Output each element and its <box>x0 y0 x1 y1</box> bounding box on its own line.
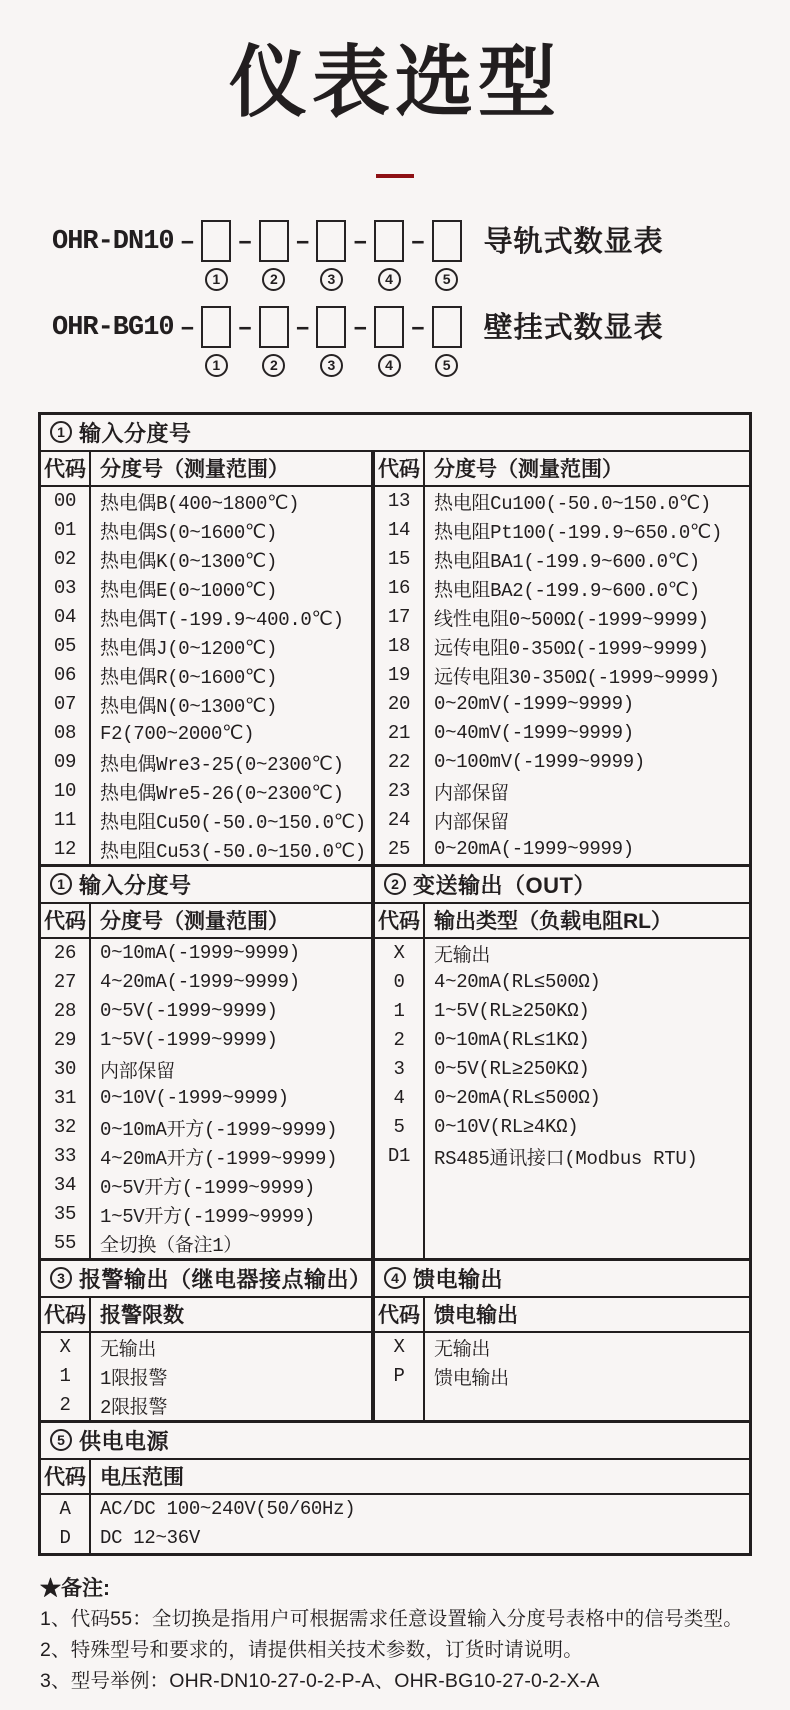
table-row <box>375 719 749 748</box>
table-row <box>41 806 371 835</box>
code-cell: 28 <box>41 997 91 1026</box>
table-row <box>41 516 371 545</box>
desc-cell: 热电偶R(0~1600℃) <box>100 666 278 689</box>
model-slot <box>432 306 462 377</box>
code-cell: 06 <box>41 661 91 690</box>
code-cell: D1 <box>375 1142 425 1171</box>
desc-cell: 热电偶J(0~1200℃) <box>100 637 278 660</box>
desc-cell: 无输出 <box>434 944 491 967</box>
code-cell: 1 <box>375 997 425 1026</box>
desc-cell: 0~10V(-1999~9999) <box>100 1087 289 1110</box>
desc-cell: 0~20mA(-1999~9999) <box>434 838 634 861</box>
code-cell: 22 <box>375 748 425 777</box>
table-row <box>41 719 371 748</box>
column-header-row <box>41 452 371 487</box>
table-row <box>41 1171 371 1200</box>
table-row <box>41 545 371 574</box>
code-cell: 2 <box>375 1026 425 1055</box>
code-cell: 4 <box>375 1084 425 1113</box>
desc-cell: 热电偶K(0~1300℃) <box>100 550 278 573</box>
model-placeholder-box <box>259 306 289 348</box>
desc-cell: 0~100mV(-1999~9999) <box>434 751 645 774</box>
table-row <box>41 968 371 997</box>
code-cell: 30 <box>41 1055 91 1084</box>
code-column-header: 代码 <box>375 904 425 937</box>
model-dash: – <box>179 226 196 257</box>
spec-block <box>41 1258 749 1420</box>
model-prefix: OHR-DN10 <box>52 226 174 257</box>
code-cell: 01 <box>41 516 91 545</box>
column-header-row <box>41 1460 749 1495</box>
circled-number: 4 <box>384 1267 406 1289</box>
table-row <box>41 574 371 603</box>
table-row <box>41 1055 371 1084</box>
code-cell: 05 <box>41 632 91 661</box>
code-cell: 09 <box>41 748 91 777</box>
section-header <box>41 1423 749 1460</box>
table-row <box>41 603 371 632</box>
model-dash: – <box>410 312 426 343</box>
model-slot <box>374 306 404 377</box>
code-cell-empty <box>375 1391 425 1420</box>
code-cell: 31 <box>41 1084 91 1113</box>
code-column-header: 代码 <box>41 1298 91 1331</box>
table-halves <box>41 1261 749 1420</box>
code-cell: 32 <box>41 1113 91 1142</box>
desc-cell: 远传电阻0-350Ω(-1999~9999) <box>434 637 709 660</box>
desc-cell: 1限报警 <box>100 1367 168 1390</box>
table-row <box>375 997 749 1026</box>
model-placeholder-box <box>432 220 462 262</box>
code-cell: 24 <box>375 806 425 835</box>
notes-list <box>40 1604 756 1697</box>
table-row <box>41 1495 749 1524</box>
desc-cell: 0~20mV(-1999~9999) <box>434 693 634 716</box>
position-marker: 4 <box>378 268 401 291</box>
table-row <box>375 574 749 603</box>
position-marker: 1 <box>205 268 228 291</box>
desc-cell: 热电阻Pt100(-199.9~650.0℃) <box>434 521 723 544</box>
table-halves <box>41 867 749 1258</box>
model-dash: – <box>352 226 369 257</box>
code-cell: 26 <box>41 939 91 968</box>
table-half <box>375 867 749 1258</box>
desc-cell: 1~5V(-1999~9999) <box>100 1029 278 1052</box>
table-row <box>375 939 749 968</box>
position-marker: 5 <box>435 354 458 377</box>
code-cell: 0 <box>375 968 425 997</box>
model-placeholder-box <box>201 306 231 348</box>
desc-column-header: 馈电输出 <box>434 1304 518 1328</box>
model-slot <box>374 220 404 291</box>
code-column-header: 代码 <box>41 904 91 937</box>
desc-cell: 热电阻Cu53(-50.0~150.0℃) <box>100 840 366 863</box>
table-row <box>41 1026 371 1055</box>
code-cell: 00 <box>41 487 91 516</box>
desc-cell: 全切换（备注1） <box>100 1234 243 1257</box>
table-row <box>41 1084 371 1113</box>
desc-cell-empty <box>425 1391 749 1420</box>
code-cell: 17 <box>375 603 425 632</box>
section-title: 变送输出（OUT） <box>413 872 596 898</box>
model-placeholder-box <box>259 220 289 262</box>
section-title: 报警输出（继电器接点输出） <box>79 1266 372 1292</box>
code-cell: 11 <box>41 806 91 835</box>
desc-cell: 内部保留 <box>100 1060 175 1083</box>
column-header-row <box>375 904 749 939</box>
table-row <box>41 1524 749 1553</box>
desc-cell: 热电偶Wre3-25(0~2300℃) <box>100 753 344 776</box>
table-row <box>375 1084 749 1113</box>
code-cell: X <box>375 1333 425 1362</box>
code-cell: 20 <box>375 690 425 719</box>
section-header <box>375 1261 749 1298</box>
desc-cell: DC 12~36V <box>100 1527 200 1550</box>
model-diagrams <box>52 220 790 392</box>
code-cell: A <box>41 1495 91 1524</box>
table-row <box>375 545 749 574</box>
desc-cell: 0~5V开方(-1999~9999) <box>100 1176 316 1199</box>
circled-number: 1 <box>50 421 72 443</box>
code-cell: 10 <box>41 777 91 806</box>
desc-cell: 内部保留 <box>434 782 509 805</box>
position-marker: 2 <box>262 354 285 377</box>
desc-column-header: 分度号（测量范围） <box>434 458 623 482</box>
table-row <box>41 1200 371 1229</box>
position-marker: 3 <box>320 268 343 291</box>
table-row <box>41 1391 371 1420</box>
code-cell: 1 <box>41 1362 91 1391</box>
spec-block <box>41 864 749 1258</box>
circled-number: 3 <box>50 1267 72 1289</box>
title-divider <box>376 174 414 178</box>
position-marker: 4 <box>378 354 401 377</box>
desc-cell: 热电偶Wre5-26(0~2300℃) <box>100 782 344 805</box>
table-row <box>375 1055 749 1084</box>
code-cell: 55 <box>41 1229 91 1258</box>
table-half <box>41 452 375 864</box>
model-slot <box>316 306 346 377</box>
code-cell: 13 <box>375 487 425 516</box>
model-dash: – <box>410 226 426 257</box>
table-row <box>41 1142 371 1171</box>
table-row <box>41 487 371 516</box>
desc-cell: 热电偶S(0~1600℃) <box>100 521 278 544</box>
model-placeholder-box <box>432 306 462 348</box>
desc-column-header: 电压范围 <box>100 1466 184 1490</box>
table-row <box>375 748 749 777</box>
code-cell: 34 <box>41 1171 91 1200</box>
desc-cell: 热电阻Cu100(-50.0~150.0℃) <box>434 492 711 515</box>
desc-cell: 4~20mA(-1999~9999) <box>100 971 300 994</box>
circled-number: 1 <box>50 873 72 895</box>
desc-column-header: 分度号（测量范围） <box>100 458 289 482</box>
table-row <box>41 690 371 719</box>
table-row <box>375 603 749 632</box>
table-filler <box>375 1391 749 1420</box>
table-row <box>41 748 371 777</box>
desc-cell: 0~20mA(RL≤500Ω) <box>434 1087 601 1110</box>
desc-column-header: 报警限数 <box>100 1304 184 1328</box>
desc-cell: 无输出 <box>100 1338 157 1361</box>
code-cell: 12 <box>41 835 91 864</box>
model-slot <box>259 306 289 377</box>
table-row <box>375 690 749 719</box>
table-row <box>41 1333 371 1362</box>
model-dash: – <box>294 312 311 343</box>
desc-cell: 0~10mA开方(-1999~9999) <box>100 1118 338 1141</box>
code-cell: P <box>375 1362 425 1391</box>
table-row <box>41 835 371 864</box>
code-cell: 33 <box>41 1142 91 1171</box>
table-row <box>41 1362 371 1391</box>
model-prefix: OHR-BG10 <box>52 312 174 343</box>
code-cell: 21 <box>375 719 425 748</box>
table-row <box>375 1142 749 1171</box>
desc-cell: 0~5V(RL≥250KΩ) <box>434 1058 590 1081</box>
model-slot <box>316 220 346 291</box>
table-row <box>375 1026 749 1055</box>
model-dash: – <box>179 312 196 343</box>
desc-cell: 0~10mA(RL≤1KΩ) <box>434 1029 590 1052</box>
table-row <box>375 968 749 997</box>
table-row <box>41 997 371 1026</box>
table-row <box>375 1362 749 1391</box>
table-row <box>375 806 749 835</box>
section-header <box>41 867 371 904</box>
table-row <box>375 632 749 661</box>
code-cell: 23 <box>375 777 425 806</box>
spec-table <box>38 412 752 1556</box>
position-marker: 2 <box>262 268 285 291</box>
desc-cell: 远传电阻30-350Ω(-1999~9999) <box>434 666 720 689</box>
desc-cell: 馈电输出 <box>434 1367 509 1390</box>
model-dash: – <box>237 312 253 343</box>
note-item: 2、特殊型号和要求的，请提供相关技术参数，订货时请说明。 <box>40 1638 583 1661</box>
circled-number: 2 <box>384 873 406 895</box>
model-line <box>52 220 790 306</box>
column-header-row <box>41 904 371 939</box>
model-slot <box>259 220 289 291</box>
notes-title: ★备注: <box>40 1576 110 1600</box>
code-column-header: 代码 <box>41 452 91 485</box>
desc-cell: 热电偶T(-199.9~400.0℃) <box>100 608 344 631</box>
section-header <box>41 415 749 452</box>
code-cell: 25 <box>375 835 425 864</box>
column-header-row <box>375 452 749 487</box>
section-title: 馈电输出 <box>413 1266 504 1292</box>
table-row <box>375 661 749 690</box>
desc-cell: 热电偶E(0~1000℃) <box>100 579 278 602</box>
model-dash: – <box>352 312 369 343</box>
model-dash: – <box>294 226 311 257</box>
desc-cell: 内部保留 <box>434 811 509 834</box>
table-row <box>375 487 749 516</box>
code-cell: 27 <box>41 968 91 997</box>
notes <box>40 1574 756 1697</box>
page-title: 仪表选型 <box>228 38 561 126</box>
note-item: 3、型号举例：OHR-DN10-27-0-2-P-A、OHR-BG10-27-0-2-X-A <box>40 1669 600 1692</box>
code-cell: 35 <box>41 1200 91 1229</box>
code-cell: 19 <box>375 661 425 690</box>
code-cell: 07 <box>41 690 91 719</box>
table-row <box>41 1229 371 1258</box>
code-cell: 14 <box>375 516 425 545</box>
desc-cell: 0~5V(-1999~9999) <box>100 1000 278 1023</box>
position-marker: 3 <box>320 354 343 377</box>
code-cell-empty <box>375 1171 425 1258</box>
model-dash: – <box>237 226 253 257</box>
desc-cell: AC/DC 100~240V(50/60Hz) <box>100 1498 356 1521</box>
desc-column-header: 分度号（测量范围） <box>100 910 289 934</box>
table-row <box>375 1113 749 1142</box>
table-half <box>41 867 375 1258</box>
table-filler <box>375 1171 749 1258</box>
position-marker: 1 <box>205 354 228 377</box>
table-row <box>41 1113 371 1142</box>
code-cell: 18 <box>375 632 425 661</box>
desc-cell: F2(700~2000℃) <box>100 722 255 745</box>
model-placeholder-box <box>374 220 404 262</box>
desc-cell: 热电阻BA1(-199.9~600.0℃) <box>434 550 700 573</box>
model-slot <box>432 220 462 291</box>
model-placeholder-box <box>201 220 231 262</box>
desc-cell: 0~10mA(-1999~9999) <box>100 942 300 965</box>
desc-cell: 2限报警 <box>100 1396 168 1419</box>
column-header-row <box>41 1298 371 1333</box>
code-column-header: 代码 <box>375 452 425 485</box>
code-cell: 03 <box>41 574 91 603</box>
desc-cell: 热电偶B(400~1800℃) <box>100 492 300 515</box>
desc-cell: 无输出 <box>434 1338 491 1361</box>
section-header <box>375 867 749 904</box>
section-title: 供电电源 <box>79 1428 170 1454</box>
desc-cell: 热电偶N(0~1300℃) <box>100 695 278 718</box>
desc-cell: 4~20mA开方(-1999~9999) <box>100 1147 338 1170</box>
code-cell: 2 <box>41 1391 91 1420</box>
spec-block <box>41 415 749 864</box>
desc-cell: RS485通讯接口(Modbus RTU) <box>434 1147 698 1170</box>
code-cell: 02 <box>41 545 91 574</box>
desc-cell-empty <box>425 1171 749 1258</box>
desc-cell: 0~40mV(-1999~9999) <box>434 722 634 745</box>
model-slot <box>201 220 231 291</box>
code-cell: 5 <box>375 1113 425 1142</box>
code-cell: 08 <box>41 719 91 748</box>
code-column-header: 代码 <box>41 1460 91 1493</box>
code-cell: 16 <box>375 574 425 603</box>
code-cell: X <box>375 939 425 968</box>
table-row <box>41 939 371 968</box>
section-header <box>41 1261 371 1298</box>
table-half <box>375 452 749 864</box>
desc-column-header: 输出类型（负载电阻RL） <box>434 910 672 934</box>
section-title: 输入分度号 <box>79 420 192 446</box>
code-cell: X <box>41 1333 91 1362</box>
code-column-header: 代码 <box>375 1298 425 1331</box>
table-row <box>375 516 749 545</box>
model-line <box>52 306 790 392</box>
circled-number: 5 <box>50 1429 72 1451</box>
desc-cell: 热电阻Cu50(-50.0~150.0℃) <box>100 811 366 834</box>
table-row <box>375 777 749 806</box>
section-title: 输入分度号 <box>79 872 192 898</box>
spec-block <box>41 1420 749 1553</box>
position-marker: 5 <box>435 268 458 291</box>
table-halves <box>41 452 749 864</box>
code-cell: 3 <box>375 1055 425 1084</box>
table-row <box>41 632 371 661</box>
model-placeholder-box <box>316 306 346 348</box>
model-type-label: 壁挂式数显表 <box>483 311 664 344</box>
note-item: 1、代码55：全切换是指用户可根据需求任意设置输入分度号表格中的信号类型。 <box>40 1607 743 1630</box>
table-row <box>375 1333 749 1362</box>
code-cell: 15 <box>375 545 425 574</box>
model-placeholder-box <box>374 306 404 348</box>
model-placeholder-box <box>316 220 346 262</box>
desc-cell: 1~5V(RL≥250KΩ) <box>434 1000 590 1023</box>
table-row <box>375 835 749 864</box>
column-header-row <box>375 1298 749 1333</box>
desc-cell: 热电阻BA2(-199.9~600.0℃) <box>434 579 700 602</box>
code-cell: 04 <box>41 603 91 632</box>
desc-cell: 0~10V(RL≥4KΩ) <box>434 1116 579 1139</box>
code-cell: D <box>41 1524 91 1553</box>
code-cell: 29 <box>41 1026 91 1055</box>
table-half <box>41 1261 375 1420</box>
desc-cell: 线性电阻0~500Ω(-1999~9999) <box>434 608 709 631</box>
table-half <box>375 1261 749 1420</box>
desc-cell: 4~20mA(RL≤500Ω) <box>434 971 601 994</box>
table-row <box>41 661 371 690</box>
table-row <box>41 777 371 806</box>
model-slot <box>201 306 231 377</box>
model-type-label: 导轨式数显表 <box>483 225 664 258</box>
desc-cell: 1~5V开方(-1999~9999) <box>100 1205 316 1228</box>
